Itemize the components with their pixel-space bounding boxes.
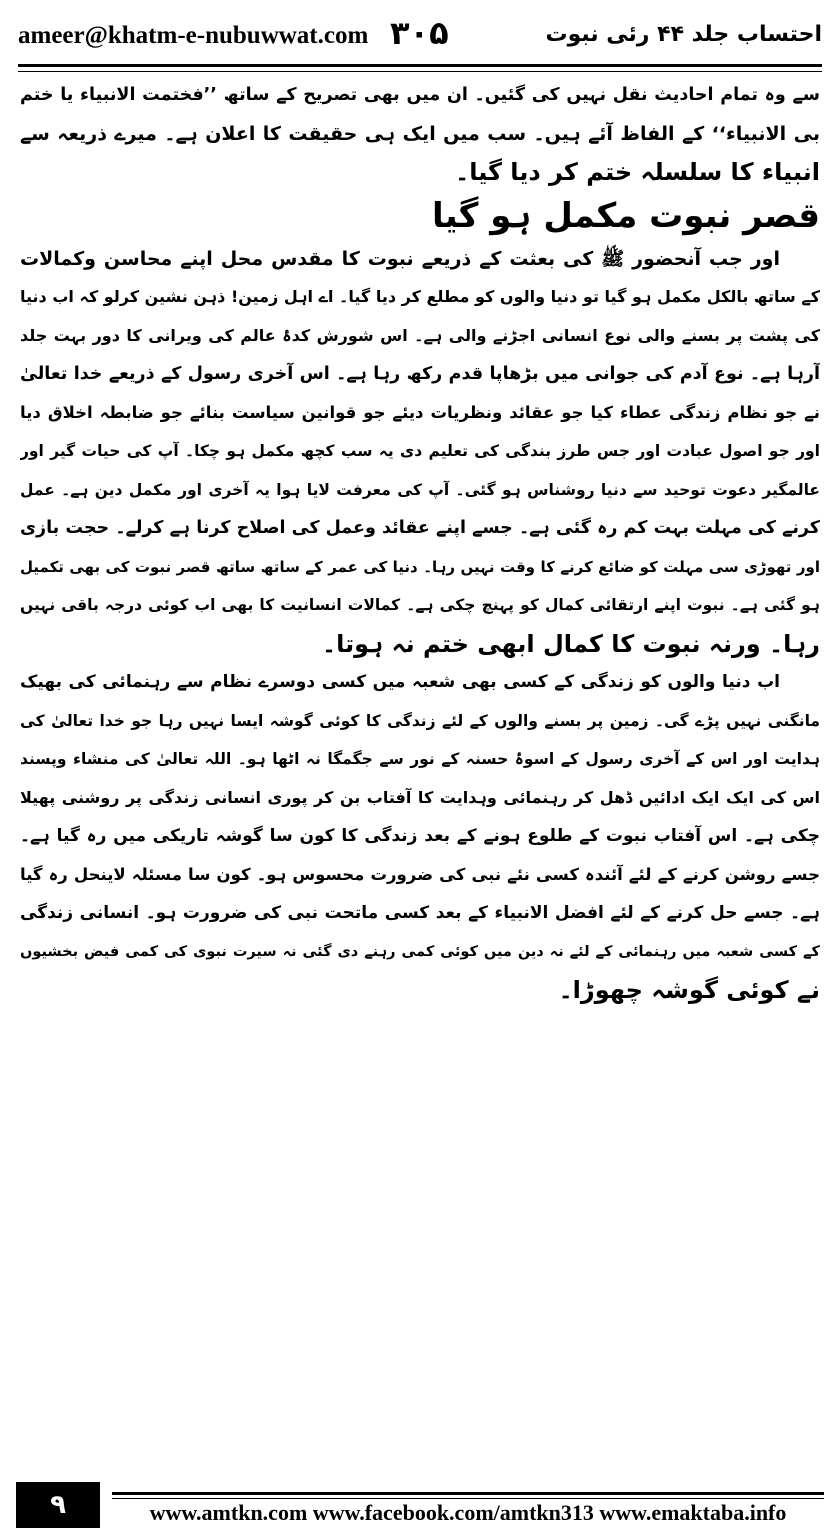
text-line: مانگنی نہیں پڑے گی۔ زمین پر بسنے والوں کے لئے زندگی کا کوئی گوشہ ایسا نہیں رہا جو خدا تعالیٰ کی <box>20 711 820 730</box>
text-line: نے جو نظام زندگی عطاء کیا جو عقائد ونظریات دیئے جو قوانین سیاست بنائے جو ضابطہ اخلاق دیا <box>20 402 820 422</box>
text-line: ہے۔ جسے حل کرنے کے لئے افضل الانبیاء کے بعد کسی ماتحت نبی کی ضرورت ہو۔ انسانی زندگی <box>20 903 820 923</box>
text-line: کی پشت پر بسنے والی نوع انسانی اجڑنے والی ہے۔ اس شورش کدۂ عالم کی ویرانی کا دور بہت جلد <box>20 325 820 345</box>
page-number: ۳۰۵ <box>390 14 449 52</box>
text-line: کے ساتھ بالکل مکمل ہو گیا تو دنیا والوں کو مطلع کر دیا گیا۔ اے اہل زمین! ذہن نشین کرلو کہ اب دنیا <box>20 287 820 306</box>
text-line: اور تھوڑی سی مہلت کو ضائع کرنے کا وقت نہیں رہا۔ دنیا کی عمر کے ساتھ ساتھ قصر نبوت کی بھی تکمیل <box>20 557 820 576</box>
footer-rule <box>112 1492 824 1495</box>
section-heading: قصر نبوت مکمل ہو گیا <box>431 195 820 236</box>
footer-page-badge: ۹ <box>16 1482 100 1528</box>
text-line: چکی ہے۔ اس آفتاب نبوت کے طلوع ہونے کے بعد زندگی کا کون سا گوشہ تاریکی میں رہ گیا ہے۔ <box>20 826 820 846</box>
text-line: نے کوئی گوشہ چھوڑا۔ <box>558 976 820 1004</box>
text-line: اور جب آنحضور ﷺ کی بعثت کے ذریعے نبوت کا مقدس محل اپنے محاسن وکمالات <box>20 247 780 270</box>
page-body <box>20 76 820 1010</box>
header-email[interactable]: ameer@khatm-e-nubuwwat.com <box>18 22 369 49</box>
text-line: بی الانبیاء‘‘ کے الفاظ آئے ہیں۔ سب میں ایک ہی حقیقت کا اعلان ہے۔ میرے ذریعہ سے <box>20 122 820 145</box>
text-line: اب دنیا والوں کو زندگی کے کسی بھی شعبہ میں کسی دوسرے نظام سے رہنمائی کی بھیک <box>20 672 780 692</box>
text-line: عالمگیر دعوت توحید سے دنیا روشناس ہو گئی۔ آپ کی معرفت لایا ہوا یہ آخری اور مکمل دین ہے۔ عمل <box>20 480 820 499</box>
text-line: کرنے کی مہلت بہت کم رہ گئی ہے۔ جسے اپنے عقائد وعمل کی اصلاح کرنا ہے کرلے۔ حجت بازی <box>20 518 820 538</box>
header-rule <box>18 64 822 72</box>
text-line: اور جو اصول عبادت اور جس طرز بندگی کی تعلیم دی یہ سب کچھ مکمل ہو چکا۔ آپ کی حیات گیر اور <box>20 442 820 460</box>
text-line: ہو گئی ہے۔ نبوت اپنے ارتقائی کمال کو پہنچ چکی ہے۔ کمالات انسانیت کا بھی اب کوئی درجہ باقی نہیں <box>20 596 820 614</box>
text-line: انبیاء کا سلسلہ ختم کر دیا گیا۔ <box>455 158 820 186</box>
text-line: آرہا ہے۔ نوع آدم کی جوانی میں بڑھاپا قدم رکھ رہا ہے۔ اس آخری رسول کے ذریعے خدا تعالیٰ <box>20 364 820 384</box>
text-line: کے کسی شعبہ میں رہنمائی کے لئے نہ دین میں کوئی کمی رہنے دی گئی نہ سیرت نبوی کی کمی فیض بخشیوں <box>20 943 820 960</box>
page-footer <box>16 1482 824 1528</box>
text-line: جسے روشن کرنے کے لئے آئندہ کسی نئے نبی کی ضرورت محسوس ہو۔ کون سا مسئلہ لاینحل رہ گیا <box>20 864 820 884</box>
text-line: اس کی ایک ایک ادائیں ڈھل کر رہنمائی وہدایت کا آفتاب بن کر پوری انسانی زندگی پر روشنی پھیلا <box>20 787 820 807</box>
running-title: احتساب جلد ۴۴ رئی نبوت <box>545 22 822 47</box>
text-line: رہا۔ ورنہ نبوت کا کمال ابھی ختم نہ ہوتا۔ <box>322 629 820 658</box>
footer-links[interactable]: www.amtkn.com www.facebook.com/amtkn313 www.emaktaba.info <box>149 1500 787 1525</box>
text-line: ہدایت اور اس کے آخری رسول کے اسوۂ حسنہ کے نور سے جگمگا نہ اٹھا ہو۔ اللہ تعالیٰ کی منشاء وپسند <box>20 750 820 768</box>
page-header <box>18 10 822 60</box>
text-line: سے وہ تمام احادیث نقل نہیں کی گئیں۔ ان میں بھی تصریح کے ساتھ ’’فختمت الانبیاء یا ختم <box>20 85 820 105</box>
